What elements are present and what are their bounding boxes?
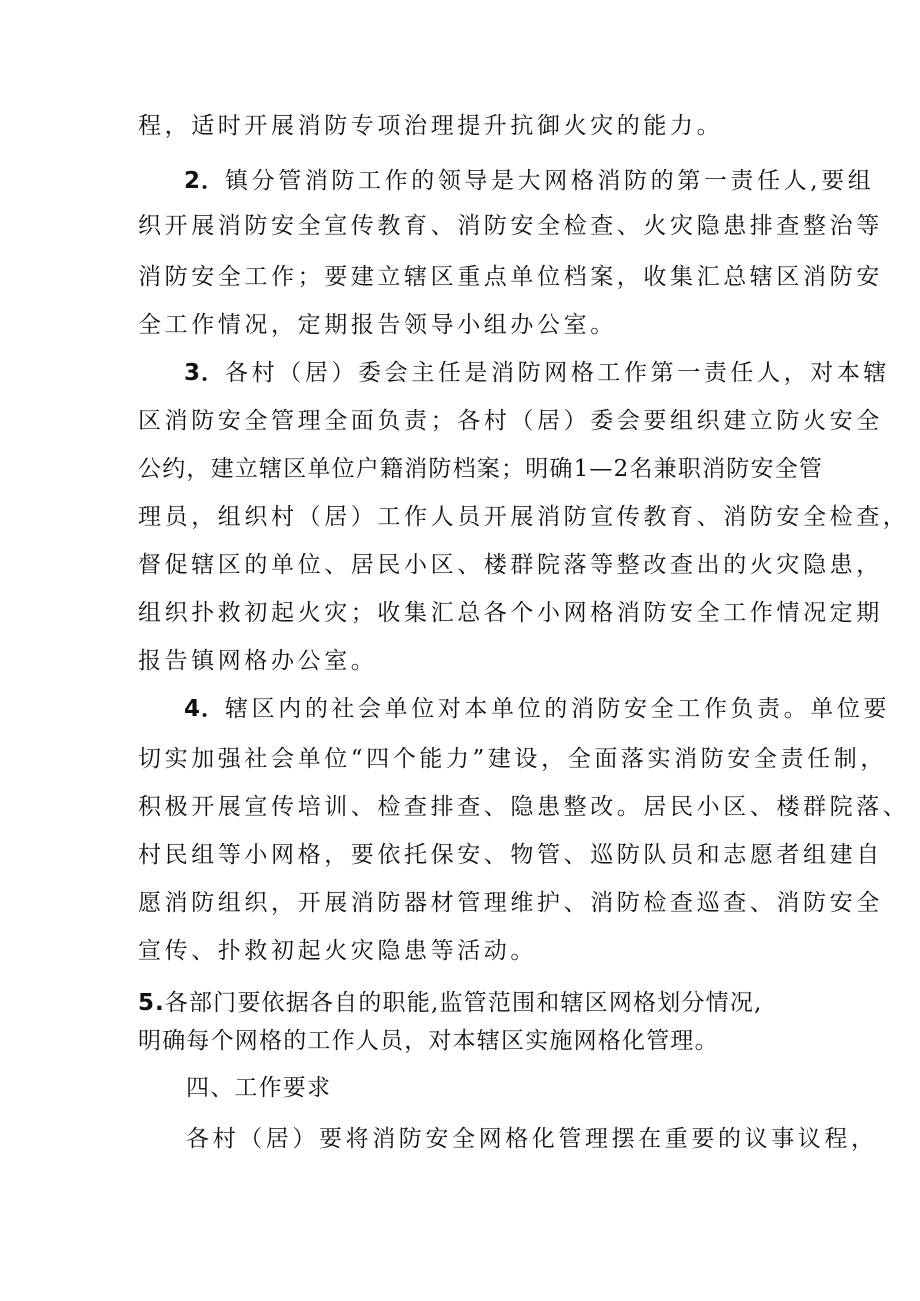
- text-line: 消防安全工作；要建立辖区重点单位档案，收集汇总辖区消防安: [138, 264, 883, 290]
- item-number: 5.: [138, 990, 165, 1016]
- text-line: 理员，组织村（居）工作人员开展消防宣传教育、消防安全检查，: [138, 504, 910, 530]
- item-number: 4．: [184, 696, 226, 722]
- text-line: 各村（居）要将消防安全网格化管理摆在重要的议事议程，: [186, 1126, 878, 1152]
- item-4-line: 4．辖区内的社会单位对本单位的消防安全工作负责。单位要: [184, 696, 891, 722]
- section-heading: 四、工作要求: [186, 1075, 332, 1101]
- text-line: 愿消防组织，开展消防器材管理维护、消防检查巡查、消防安全: [138, 890, 883, 916]
- text-line: 全工作情况，定期报告领导小组办公室。: [138, 312, 617, 338]
- item-3-line: 3．各村（居）委会主任是消防网格工作第一责任人，对本辖: [184, 360, 891, 386]
- text-line: 督促辖区的单位、居民小区、楼群院落等整改查出的火灾隐患，: [138, 552, 883, 578]
- text-line: 村民组等小网格，要依托保安、物管、巡防队员和志愿者组建自: [138, 842, 883, 868]
- text-line: 切实加强社会单位“四个能力”建设，全面落实消防安全责任制，: [138, 746, 887, 772]
- text-line: 报告镇网格办公室。: [138, 648, 378, 674]
- text-line: 积极开展宣传培训、检查排查、隐患整改。居民小区、楼群院落、: [138, 794, 910, 820]
- item-2-line: 2．镇分管消防工作的领导是大网格消防的第一责任人,要组: [184, 168, 875, 194]
- item-number: 2．: [184, 168, 226, 194]
- text-line: 组织扑救初起火灾；收集汇总各个小网格消防安全工作情况定期: [138, 600, 883, 626]
- item-number: 3．: [184, 360, 226, 386]
- text-line: 公约，建立辖区单位户籍消防档案；明确1—2名兼职消防安全管: [138, 456, 824, 482]
- item-5-line: 5.各部门要依据各自的职能,监管范围和辖区网格划分情况,: [138, 990, 763, 1016]
- text-line: 织开展消防安全宣传教育、消防安全检查、火灾隐患排查整治等: [138, 213, 883, 239]
- text-line: 明确每个网格的工作人员，对本辖区实施网格化管理。: [138, 1028, 719, 1054]
- text-line: 程，适时开展消防专项治理提升抗御火灾的能力。: [138, 113, 724, 139]
- text-line: 宣传、扑救初起火灾隐患等活动。: [138, 938, 537, 964]
- text-line: 区消防安全管理全面负责；各村（居）委会要组织建立防火安全: [138, 408, 883, 434]
